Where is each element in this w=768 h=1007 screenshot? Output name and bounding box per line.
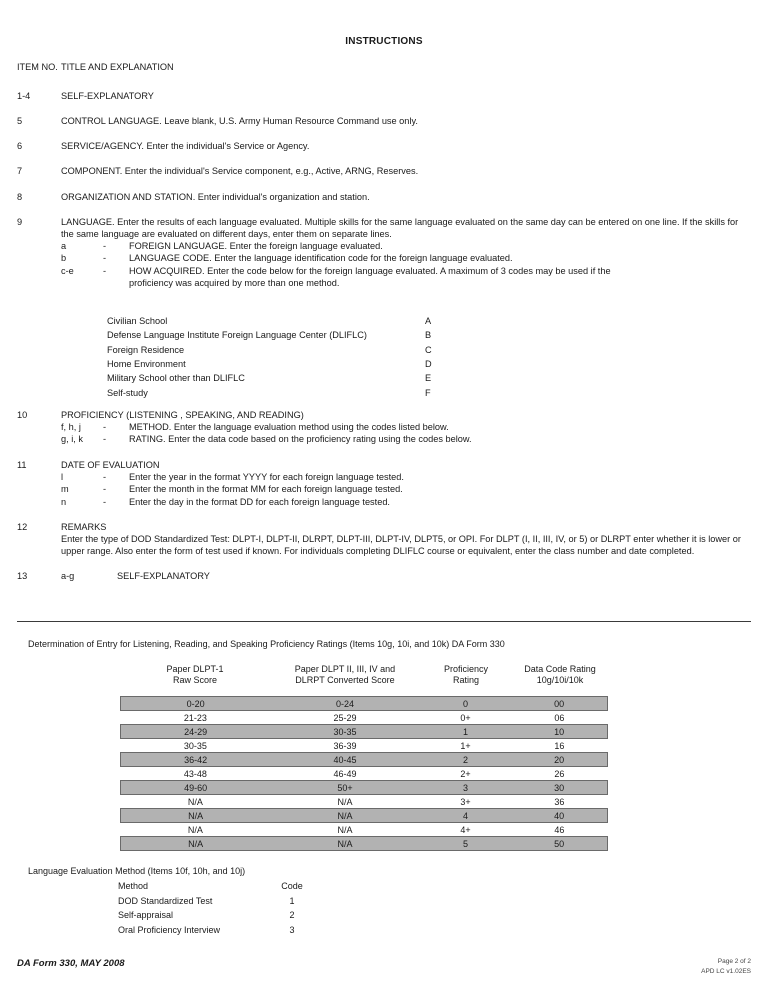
cell-proficiency: 5 — [420, 837, 512, 851]
sub-item-dash: - — [103, 253, 107, 264]
item-text: PROFICIENCY (LISTENING , SPEAKING, AND READING) — [61, 410, 304, 420]
sub-item-key: f, h, j — [61, 422, 81, 433]
cell-proficiency: 2+ — [460, 768, 471, 779]
rating-table-header-raw-score — [120, 664, 270, 685]
sub-item — [61, 483, 751, 495]
method-name: Self-appraisal — [118, 910, 174, 921]
item-number: 9 — [17, 216, 23, 227]
cell-raw-score: 0-20 — [121, 697, 271, 711]
instruction-item — [17, 521, 751, 557]
cell-converted: N/A — [337, 824, 353, 835]
table-row — [121, 711, 608, 725]
sub-item-dash: - — [103, 484, 107, 495]
footer-version: APD LC v1.02ES — [701, 967, 751, 975]
sub-item-text: Enter the day in the format DD for each foreign language tested. — [129, 496, 390, 507]
table-row — [121, 725, 608, 739]
code-value: B — [425, 330, 432, 341]
footer-meta — [701, 957, 751, 977]
cell-converted: N/A — [270, 809, 419, 823]
cell-converted: 36-39 — [333, 740, 357, 751]
footer-page-number: Page 2 of 2 — [717, 958, 751, 965]
table-row — [121, 837, 608, 851]
header-line-2: Rating — [452, 675, 479, 685]
code-label: Foreign Residence — [107, 344, 185, 355]
rating-table-header-row — [120, 664, 608, 685]
sub-item-key: c-e — [61, 265, 74, 276]
sub-item — [61, 240, 751, 252]
item-sub-label: a-g — [61, 571, 75, 582]
sub-item-text: Enter the year in the format YYYY for each foreign language tested. — [129, 471, 404, 482]
table-row — [121, 739, 608, 753]
cell-proficiency: 1 — [420, 725, 512, 739]
sub-item-dash: - — [103, 496, 107, 507]
instructions-section — [17, 62, 751, 295]
cell-raw-score: 43-48 — [183, 768, 207, 779]
code-list-item — [107, 386, 567, 400]
header-line-1: Paper DLPT-1 — [166, 664, 224, 674]
header-line-2: Raw Score — [172, 675, 217, 685]
cell-data-code: 36 — [554, 796, 565, 807]
sub-item-key: m — [61, 484, 69, 495]
table-row — [121, 697, 608, 711]
header-line-1: Proficiency — [443, 664, 488, 674]
sub-item-dash: - — [103, 422, 107, 433]
sub-item-text: LANGUAGE CODE. Enter the language identification code for the foreign language evaluated. — [129, 253, 513, 264]
cell-converted: N/A — [270, 837, 419, 851]
sub-item-text: RATING. Enter the data code based on the proficiency rating using the codes below. — [129, 434, 472, 445]
cell-proficiency: 1+ — [460, 740, 471, 751]
code-value: D — [425, 359, 432, 370]
header-line-2: 10g/10i/10k — [536, 675, 584, 685]
how-acquired-code-list — [107, 314, 567, 400]
cell-raw-score: 21-23 — [183, 712, 207, 723]
method-code: 2 — [289, 910, 295, 921]
method-code: 1 — [289, 895, 295, 906]
cell-data-code: 20 — [511, 753, 607, 767]
table-row — [121, 781, 608, 795]
instruction-item — [17, 409, 751, 446]
cell-raw-score: N/A — [187, 796, 203, 807]
cell-raw-score: N/A — [121, 837, 271, 851]
sub-item-key: a — [61, 240, 67, 251]
method-table — [28, 866, 312, 937]
cell-raw-score: N/A — [187, 824, 203, 835]
cell-data-code: 06 — [554, 712, 565, 723]
cell-data-code: 40 — [511, 809, 607, 823]
item-paragraph: Enter the type of DOD Standardized Test: DLPT-I, DLPT-II, DLRPT, DLPT-III, DLPT-IV, DLPT5, or OPI. For DLPT (I, II, III, IV, or 5) or DLRPT enter whether it is lower or upper range. Also enter the form of test used if known. For individuals completing DLIFLC course or equivalent, enter the class number and date completed. — [61, 534, 741, 557]
code-list-item — [107, 314, 567, 328]
rating-table-header-data-code — [512, 664, 608, 685]
code-label: Military School other than DLIFLC — [107, 373, 245, 384]
cell-proficiency: 0+ — [460, 712, 471, 723]
method-table-row — [118, 908, 312, 923]
item-number: 10 — [17, 410, 28, 420]
rating-table-body — [120, 696, 608, 851]
sub-item-text: METHOD. Enter the language evaluation method using the codes listed below. — [129, 422, 449, 433]
cell-raw-score: N/A — [121, 809, 271, 823]
cell-proficiency: 3+ — [460, 796, 471, 807]
instruction-item — [17, 165, 751, 177]
item-text: REMARKS — [61, 521, 107, 532]
table-row — [121, 809, 608, 823]
sub-item-continuation: proficiency was acquired by more than one method. — [129, 277, 340, 288]
item-number: 13 — [17, 571, 28, 582]
sub-item-dash: - — [103, 471, 107, 482]
instruction-item — [17, 115, 751, 127]
method-code: 3 — [289, 924, 295, 935]
header-line-1: Paper DLPT II, III, IV and — [294, 664, 396, 674]
sub-item-dash: - — [103, 240, 107, 251]
item-number: 12 — [17, 521, 28, 532]
item-text: ORGANIZATION AND STATION. Enter individual's organization and station. — [61, 191, 370, 202]
cell-proficiency: 4+ — [460, 824, 471, 835]
cell-raw-score: 24-29 — [121, 725, 271, 739]
cell-data-code: 26 — [554, 768, 565, 779]
cell-data-code: 50 — [511, 837, 607, 851]
sub-item-key: b — [61, 253, 67, 264]
cell-data-code: 10 — [511, 725, 607, 739]
header-line-1: Data Code Rating — [524, 664, 596, 674]
cell-converted: N/A — [337, 796, 353, 807]
cell-converted: 40-45 — [270, 753, 419, 767]
code-list-item — [107, 328, 567, 342]
cell-raw-score: 30-35 — [183, 740, 207, 751]
cell-raw-score: 49-60 — [121, 781, 271, 795]
instructions-column-headers — [17, 62, 751, 72]
sub-item-text: FOREIGN LANGUAGE. Enter the foreign language evaluated. — [129, 240, 383, 251]
code-value: C — [425, 344, 432, 355]
cell-proficiency: 3 — [420, 781, 512, 795]
rating-table-header-proficiency — [420, 664, 512, 685]
sub-item — [61, 252, 751, 264]
cell-proficiency: 4 — [420, 809, 512, 823]
item-text: SELF-EXPLANATORY — [117, 571, 210, 582]
sub-item-dash: - — [103, 434, 107, 445]
sub-item-text: HOW ACQUIRED. Enter the code below for the foreign language evaluated. A maximum of 3 codes may be used if the — [129, 265, 611, 276]
method-header-method: Method — [118, 881, 149, 891]
code-list-item — [107, 371, 567, 385]
page-title: INSTRUCTIONS — [345, 36, 423, 47]
code-label: Civilian School — [107, 316, 168, 326]
method-header-code: Code — [281, 881, 303, 891]
code-list-item — [107, 357, 567, 371]
item-text: CONTROL LANGUAGE. Leave blank, U.S. Army Human Resource Command use only. — [61, 116, 418, 127]
table-row — [121, 753, 608, 767]
section-divider — [17, 621, 751, 622]
cell-raw-score: 36-42 — [121, 753, 271, 767]
table-row — [121, 795, 608, 809]
code-list-item — [107, 343, 567, 357]
code-value: F — [425, 387, 431, 398]
instruction-item — [17, 140, 751, 152]
method-table-caption: Language Evaluation Method (Items 10f, 10h, and 10j) — [28, 866, 246, 876]
item-number: 6 — [17, 141, 23, 152]
cell-converted: 50+ — [270, 781, 419, 795]
instruction-item — [17, 570, 751, 582]
instructions-section-lower — [17, 409, 751, 595]
instruction-item — [17, 90, 751, 102]
code-value: A — [425, 316, 432, 326]
sub-item-key: l — [61, 471, 64, 482]
rating-table-header-converted-score — [270, 664, 420, 685]
instruction-item — [17, 459, 751, 508]
item-text: SELF-EXPLANATORY — [61, 91, 154, 101]
cell-data-code: 46 — [554, 824, 565, 835]
method-table-header-row — [118, 879, 312, 894]
item-number: 1-4 — [17, 91, 31, 101]
table-row — [121, 767, 608, 781]
footer-form-id: DA Form 330, MAY 2008 — [17, 958, 125, 969]
sub-item — [61, 433, 751, 445]
cell-proficiency: 2 — [420, 753, 512, 767]
sub-item — [61, 265, 751, 277]
sub-item-dash: - — [103, 265, 107, 276]
code-value: E — [425, 373, 432, 384]
cell-converted: 46-49 — [333, 768, 357, 779]
cell-data-code: 30 — [511, 781, 607, 795]
rating-table — [120, 664, 608, 851]
code-label: Home Environment — [107, 359, 186, 370]
method-name: Oral Proficiency Interview — [118, 924, 221, 935]
cell-proficiency: 0 — [420, 697, 512, 711]
column-header-item-no: ITEM NO. — [17, 62, 58, 72]
cell-converted: 0-24 — [270, 697, 419, 711]
item-number: 5 — [17, 116, 23, 127]
item-text: SERVICE/AGENCY. Enter the individual's Service or Agency. — [61, 141, 310, 152]
method-name: DOD Standardized Test — [118, 895, 213, 906]
cell-data-code: 00 — [511, 697, 607, 711]
instruction-item — [17, 216, 751, 289]
rating-table-caption: Determination of Entry for Listening, Reading, and Speaking Proficiency Ratings (Items 10g, 10i, and 10k) DA Form 330 — [28, 639, 505, 649]
method-table-row — [118, 923, 312, 938]
item-number: 8 — [17, 191, 23, 202]
column-header-title-explanation: TITLE AND EXPLANATION — [61, 62, 174, 72]
sub-item-text: Enter the month in the format MM for each foreign language tested. — [129, 484, 403, 495]
cell-converted: 30-35 — [270, 725, 419, 739]
cell-data-code: 16 — [554, 740, 565, 751]
sub-item-key: n — [61, 496, 67, 507]
table-row — [121, 823, 608, 837]
cell-converted: 25-29 — [333, 712, 357, 723]
instruction-item — [17, 191, 751, 203]
item-number: 7 — [17, 166, 23, 177]
sub-item-key: g, i, k — [61, 434, 83, 445]
sub-item — [61, 496, 751, 508]
item-text: LANGUAGE. Enter the results of each language evaluated. Multiple skills for the same language evaluated on the same day can be entered on one line. If the skills for the same language are evaluated on different days, enter them on separate lines. — [61, 216, 739, 239]
item-text: COMPONENT. Enter the individual's Service component, e.g., Active, ARNG, Reserves. — [61, 166, 419, 177]
code-label: Self-study — [107, 387, 148, 398]
item-text: DATE OF EVALUATION — [61, 459, 160, 470]
header-line-2: DLRPT Converted Score — [295, 675, 395, 685]
code-label: Defense Language Institute Foreign Language Center (DLIFLC) — [107, 330, 367, 341]
method-table-row — [118, 894, 312, 909]
sub-item — [61, 471, 751, 483]
sub-item — [61, 421, 751, 433]
item-number: 11 — [17, 459, 27, 470]
